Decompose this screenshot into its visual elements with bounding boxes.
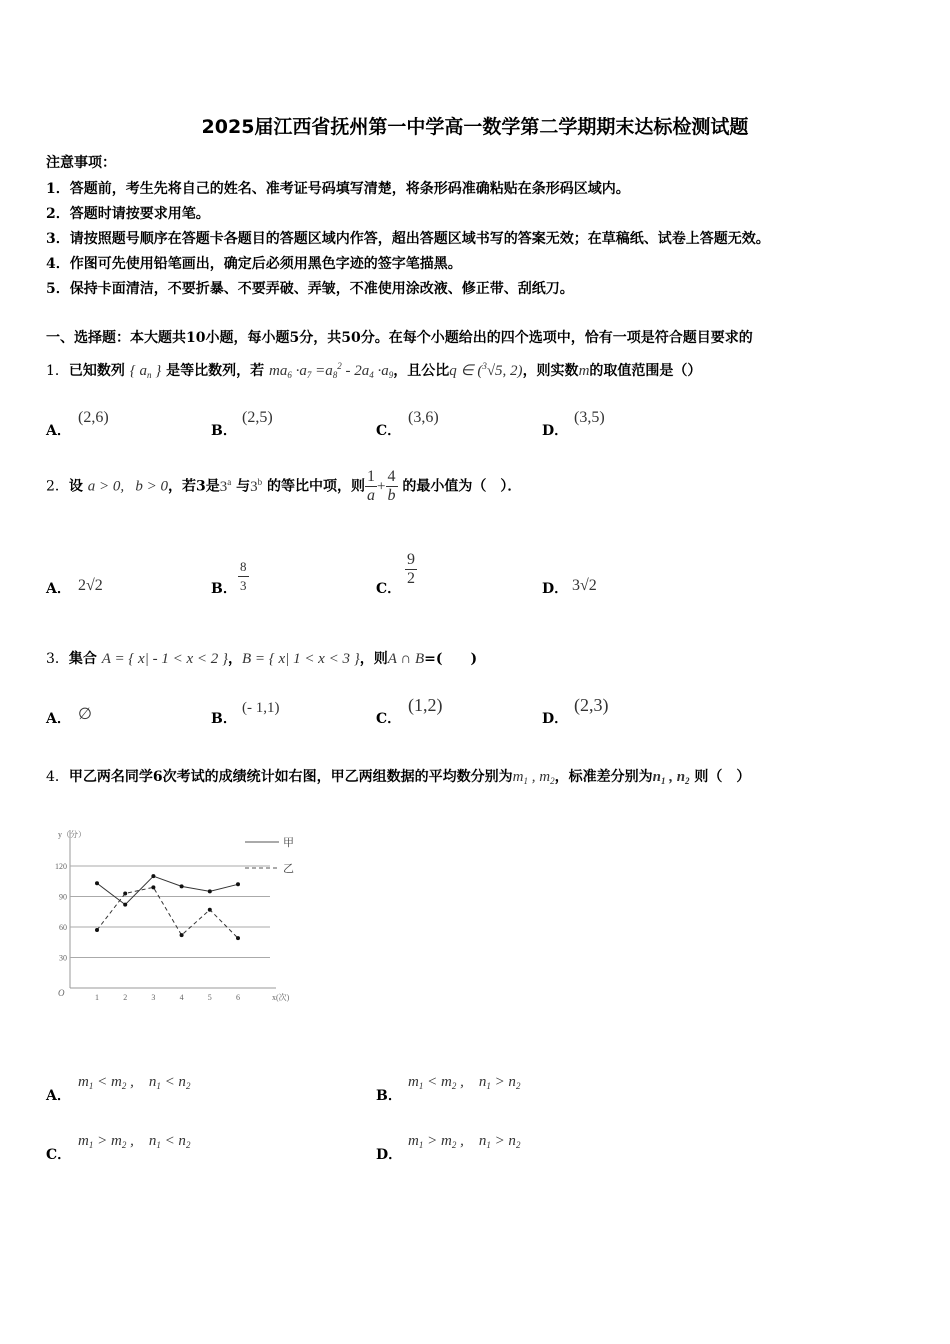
note-item-5: 5．保持卡面清洁，不要折暴、不要弄破、弄皱，不准使用涂改液、修正带、刮纸刀。 <box>46 281 574 297</box>
math-formula: q ∈ ($^3$√5, 2) <box>449 361 523 379</box>
question-3: 3．集合 A = { x| - 1 < x < 2 }，B = { x| 1 < x < 3 }，则A ∩ B=( ) <box>46 651 478 667</box>
data-point <box>180 884 184 888</box>
data-point <box>208 908 212 912</box>
q1-option-a-value: (2,6) <box>78 409 109 426</box>
q3-option-d: D． <box>542 711 569 727</box>
q2-option-d-value: 3√2 <box>572 577 597 594</box>
q3-option-c-value: (1,2) <box>408 695 443 715</box>
section-heading: 一、选择题：本大题共10小题，每小题5分，共50分。在每个小题给出的四个选项中，恰有一项是符合题目要求的 <box>46 330 753 346</box>
x-axis-label: x(次) <box>272 993 290 1002</box>
x-tick-label: 1 <box>95 993 99 1002</box>
data-point <box>123 903 127 907</box>
data-point <box>151 874 155 878</box>
q2-option-b: B． <box>211 581 237 597</box>
q4-option-c: C． <box>46 1147 72 1163</box>
data-point <box>236 936 240 940</box>
q1-option-b-value: (2,5) <box>242 409 273 426</box>
q4-option-a-value: $m_1 < m_2$ , $n_1 < n_2$ <box>78 1074 191 1091</box>
question-4: 4．甲乙两名同学6次考试的成绩统计如右图，甲乙两组数据的平均数分别为$m_1$ , $m_2$，标准差分别为$n_1$ , $n_2$ 则（ ） <box>46 769 751 786</box>
x-tick-label: 2 <box>123 993 128 1002</box>
q4-option-b: B． <box>376 1088 402 1104</box>
math-formula: 3$^a$ <box>219 476 232 495</box>
legend-label: 乙 <box>283 862 294 875</box>
question-number: 3． <box>46 651 69 667</box>
legend-label: 甲 <box>283 836 294 849</box>
q2-option-d: D． <box>542 581 569 597</box>
data-point <box>123 891 127 895</box>
data-point <box>151 885 155 889</box>
question-number: 4． <box>46 769 69 785</box>
data-point <box>95 928 99 932</box>
q3-option-c: C． <box>376 711 402 727</box>
y-axis-label: y（分） <box>58 830 86 839</box>
q1-option-c-value: (3,6) <box>408 409 439 426</box>
q1-option-a: A． <box>46 423 71 439</box>
data-point <box>95 881 99 885</box>
math-formula: a > 0, b > 0 <box>87 478 169 495</box>
math-formula: m <box>578 363 590 379</box>
fraction: $\frac{4}{b}$ <box>387 468 396 504</box>
q2-option-c: C． <box>376 581 402 597</box>
math-formula: $m_1$ , $m_2$ <box>512 769 555 786</box>
q4-option-c-value: $m_1 > m_2$ , $n_1 < n_2$ <box>78 1133 191 1150</box>
q2-option-a: A． <box>46 581 71 597</box>
origin-label: O <box>58 988 65 998</box>
q3-option-b-value: (- 1,1) <box>242 700 280 716</box>
math-formula: $ma_6 \cdot a_7 =a_8^2 - 2a_4 \cdot a_9$ <box>269 361 394 380</box>
data-point <box>208 889 212 893</box>
x-tick-label: 4 <box>179 993 184 1002</box>
note-item-3: 3．请按照题号顺序在答题卡各题目的答题区域内作答，超出答题区域书写的答案无效；在草稿纸、试卷上答题无效。 <box>46 231 770 247</box>
x-tick-label: 6 <box>236 993 240 1002</box>
math-formula: { $a_n$ } <box>129 363 162 380</box>
question-2: 2．设 a > 0, b > 0，若3是3$^a$ 与3$^b$ 的等比中项，则 $\frac{1}{a}$ + $\frac{4}{b}$ 的最小值为（ ）． <box>46 468 522 504</box>
score-line-chart <box>40 820 310 1010</box>
y-tick-label: 60 <box>59 923 67 932</box>
fraction: $\frac{1}{a}$ <box>367 468 376 504</box>
math-formula: 3$^b$ <box>250 476 263 495</box>
q2-option-a-value: 2√2 <box>78 577 103 594</box>
math-formula: A ∩ B <box>387 651 425 667</box>
data-point <box>236 882 240 886</box>
note-item-2: 2．答题时请按要求用笔。 <box>46 206 210 222</box>
y-tick-label: 120 <box>55 862 67 871</box>
question-number: 2． <box>46 478 69 495</box>
y-tick-label: 90 <box>59 892 67 902</box>
data-point <box>180 933 184 937</box>
page-title: 2025届江西省抚州第一中学高一数学第二学期期末达标检测试题 <box>201 116 749 138</box>
q3-option-b: B． <box>211 711 237 727</box>
q1-option-b: B． <box>211 423 237 439</box>
note-item-4: 4．作图可先使用铅笔画出，确定后必须用黑色字迹的签字笔描黑。 <box>46 256 462 272</box>
q2-option-b-value: $\frac{8}{3}$ <box>240 559 247 593</box>
q4-option-a: A． <box>46 1088 71 1104</box>
x-tick-label: 3 <box>151 993 156 1002</box>
q3-option-a: A． <box>46 711 71 727</box>
q3-option-a-value: ∅ <box>78 706 92 723</box>
q4-option-d-value: $m_1 > m_2$ , $n_1 > n_2$ <box>408 1133 521 1150</box>
series-line-2 <box>97 887 238 938</box>
y-tick-label: 30 <box>59 953 67 963</box>
q3-option-d-value: (2,3) <box>574 695 609 715</box>
q4-option-d: D． <box>376 1147 403 1163</box>
q1-option-d: D． <box>542 423 569 439</box>
math-formula: $n_1$ , $n_2$ <box>652 769 690 786</box>
math-formula: A = { x| - 1 < x < 2 } <box>101 651 228 667</box>
series-line-1 <box>97 876 238 904</box>
q4-option-b-value: $m_1 < m_2$ , $n_1 > n_2$ <box>408 1074 521 1091</box>
question-number: 1． <box>46 363 69 379</box>
q1-option-c: C． <box>376 423 402 439</box>
note-item-1: 1．答题前，考生先将自己的姓名、准考证号码填写清楚，将条形码准确粘贴在条形码区域内。 <box>46 181 630 197</box>
x-tick-label: 5 <box>207 993 212 1002</box>
math-formula: B = { x| 1 < x < 3 } <box>242 651 360 667</box>
notes-heading: 注意事项： <box>46 155 116 171</box>
question-1: 1．已知数列 { $a_n$ } 是等比数列，若 $ma_6 \cdot a_7 =a_8^2 - 2a_4 \cdot a_9$，且公比q ∈ ($^3$√5, 2)，则实数m的取值范围是（） <box>46 361 702 380</box>
q2-option-c-value: $\frac{9}{2}$ <box>407 551 415 587</box>
q1-option-d-value: (3,5) <box>574 409 605 426</box>
